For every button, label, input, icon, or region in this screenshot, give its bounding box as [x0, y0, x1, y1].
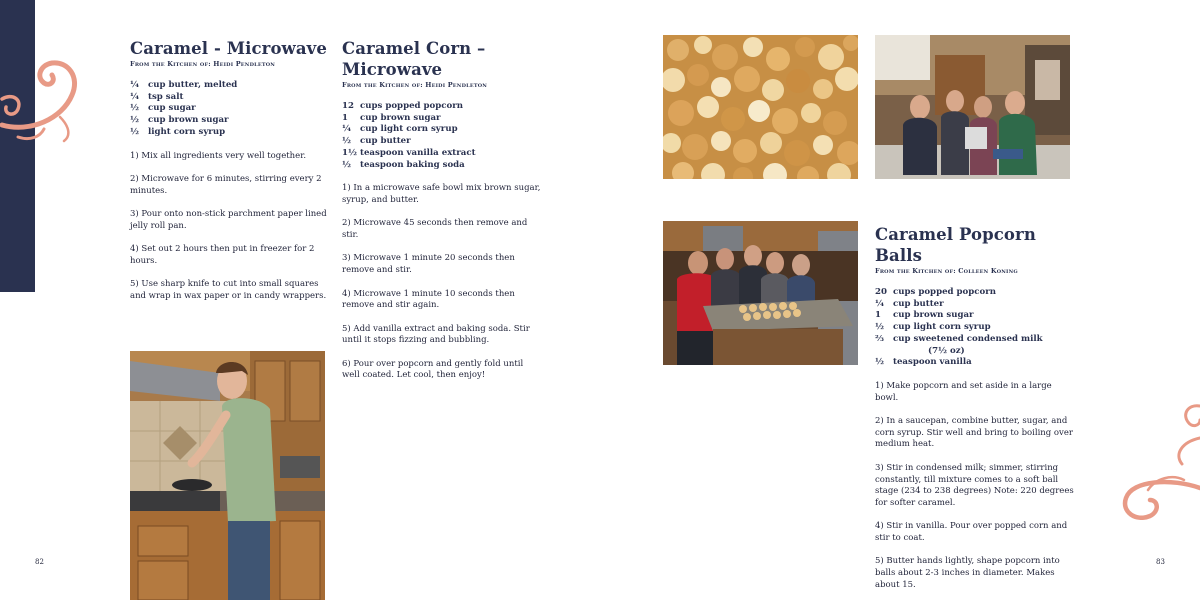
recipe-caramel-popcorn-balls: [875, 224, 1075, 600]
instruction-step: 4) Microwave 1 minute 10 seconds then remove and stir again.: [342, 288, 515, 311]
instruction-step: 3) Stir in condensed milk; simmer, stirring constantly, till mixture comes to a soft ball stage (234 to 238 degrees) Note: 220 degrees for softer caramel.: [875, 462, 1074, 508]
right-page: [600, 0, 1200, 600]
instruction-step: 2) Microwave for 6 minutes, stirring every 2 minutes.: [130, 173, 322, 196]
ingredient-item: 1 cup brown sugar: [875, 310, 974, 321]
instruction-list: [130, 151, 330, 303]
recipe-title: Caramel Corn – Microwave: [342, 39, 486, 79]
ingredient-item: ¼ cup light corn syrup: [342, 124, 458, 135]
instruction-step: 3) Pour onto non-stick parchment paper lined jelly roll pan.: [130, 209, 327, 231]
instruction-step: 3) Microwave 1 minute 20 seconds then remove and stir.: [342, 253, 515, 276]
instruction-step: 5) Use sharp knife to cut into small squares and wrap in wax paper or in candy wrappers.: [130, 279, 327, 301]
ingredient-list: [130, 80, 330, 139]
instruction-list: [342, 183, 542, 382]
ingredient-item: ½ light corn syrup: [130, 126, 226, 137]
ingredient-list: [875, 287, 1075, 369]
ingredient-item: ¼ cup butter, melted: [130, 80, 238, 90]
ingredient-item: ½ teaspoon vanilla: [875, 357, 972, 368]
photo-caramel-popcorn: [663, 35, 858, 179]
instruction-step: 4) Set out 2 hours then put in freezer for 2 hours.: [130, 244, 315, 266]
page-number: 83: [1156, 558, 1165, 566]
recipe-byline: From the Kitchen of: Heidi Pendleton: [342, 81, 488, 89]
flourish-ornament-right: [1112, 398, 1200, 528]
instruction-step: 4) Stir in vanilla. Pour over popped corn and stir to coat.: [875, 521, 1068, 544]
instruction-list: [875, 381, 1075, 592]
ingredient-item: ¼ tsp salt: [130, 91, 184, 102]
ingredient-item: 12 cups popped popcorn: [342, 101, 464, 111]
flourish-ornament-left: [0, 55, 85, 145]
instruction-step: 1) Make popcorn and set aside in a large bowl.: [875, 380, 1052, 403]
ingredient-item: ½ cup brown sugar: [130, 115, 229, 126]
instruction-step: 1) Mix all ingredients very well together.: [130, 150, 307, 161]
ingredient-item: ½ cup sugar: [130, 103, 196, 114]
recipe-byline: From the Kitchen of: Heidi Pendleton: [130, 60, 276, 68]
ingredient-item: (7½ oz): [928, 345, 965, 356]
instruction-step: 2) In a saucepan, combine butter, sugar, and corn syrup. Stir well and bring to boiling over medium heat.: [875, 416, 1073, 450]
instruction-step: 2) Microwave 45 seconds then remove and stir.: [342, 218, 528, 241]
recipe-title: Caramel Popcorn Balls: [875, 225, 1036, 265]
instruction-step: 5) Butter hands lightly, shape popcorn into balls about 2-3 inches in diameter. Makes about 15.: [875, 556, 1060, 590]
ingredient-item: ½ teaspoon baking soda: [342, 159, 465, 170]
ingredient-list: [342, 101, 542, 171]
ingredient-item: ½ cup butter: [342, 136, 411, 147]
navy-margin-bar: [0, 0, 35, 292]
instruction-step: 6) Pour over popcorn and gently fold until well coated. Let cool, then enjoy!: [342, 358, 524, 381]
photo-family-kitchen: [875, 35, 1070, 179]
recipe-byline: From the Kitchen of: Colleen Koning: [875, 267, 1018, 275]
ingredient-item: ½ cup light corn syrup: [875, 322, 991, 333]
photo-person-cooking: [130, 351, 325, 600]
recipe-title: Caramel - Microwave: [130, 39, 327, 58]
instruction-step: 5) Add vanilla extract and baking soda. Stir until it stops fizzing and bubbling.: [342, 323, 530, 346]
photo-popcorn-balls-group: [663, 221, 858, 365]
ingredient-item: 1 cup brown sugar: [342, 112, 441, 123]
page-number: 82: [35, 558, 44, 566]
ingredient-item: ¼ cup butter: [875, 298, 944, 309]
ingredient-item: 1½ teaspoon vanilla extract: [342, 147, 476, 158]
ingredient-item: ⅔ cup sweetened condensed milk: [875, 333, 1043, 344]
recipe-caramel-microwave: [130, 38, 330, 314]
instruction-step: 1) In a microwave safe bowl mix brown sugar, syrup, and butter.: [342, 183, 541, 205]
ingredient-item: 20 cups popped popcorn: [875, 287, 997, 297]
recipe-caramel-corn-microwave: [342, 38, 542, 394]
